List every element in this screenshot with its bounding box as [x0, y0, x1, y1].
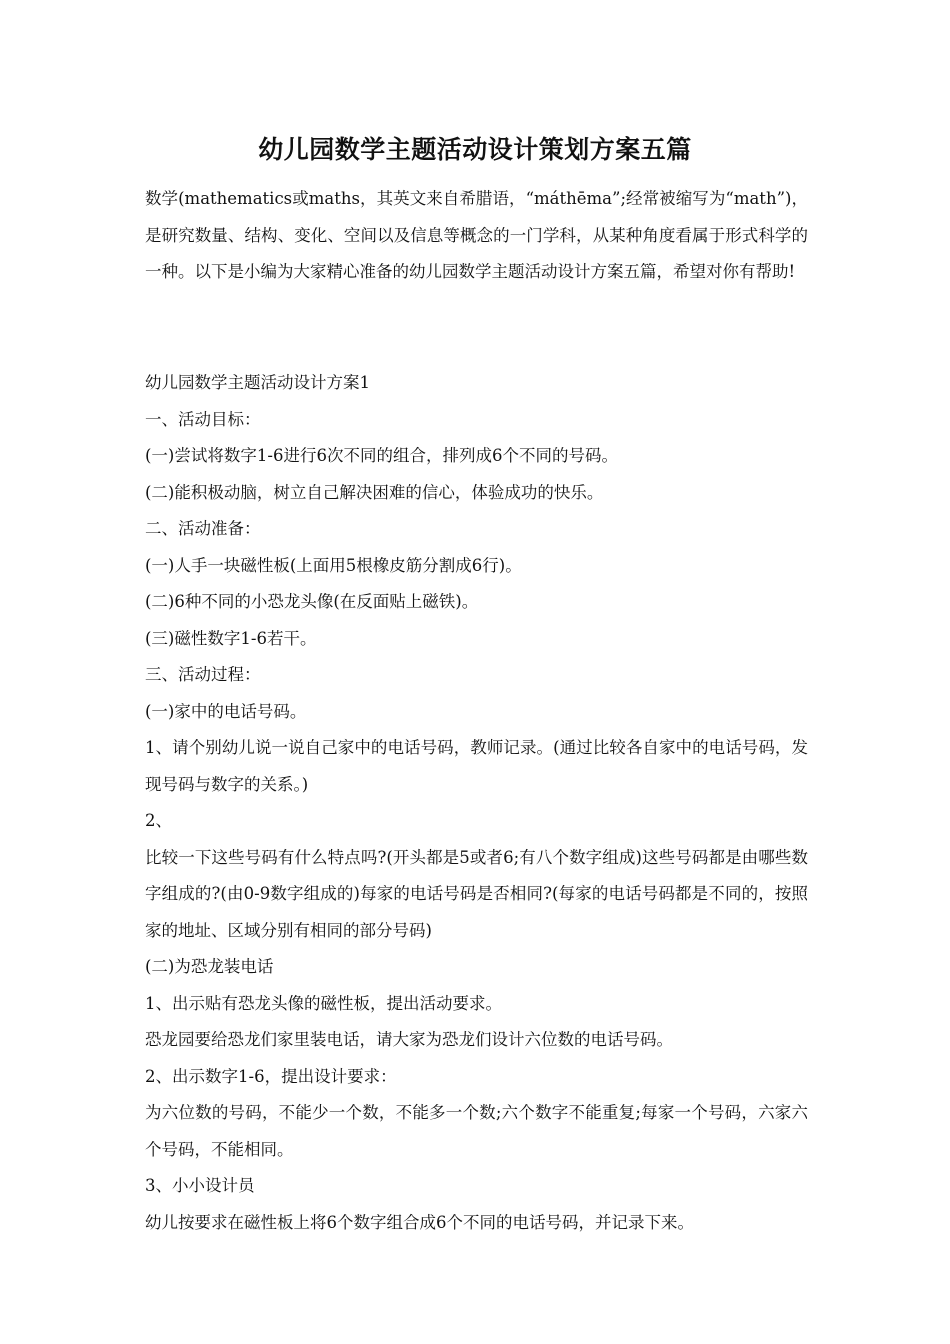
process-subheading-2: (二)为恐龙装电话	[145, 957, 274, 976]
document-title: 幼儿园数学主题活动设计策划方案五篇	[258, 135, 692, 164]
install-step-1-detail: 恐龙园要给恐龙们家里装电话，请大家为恐龙们设计六位数的电话号码。	[145, 1030, 673, 1049]
process-subheading-1: (一)家中的电话号码。	[145, 701, 307, 721]
process-step-2-label: 2、	[145, 811, 172, 830]
heading-activity-goals: 一、活动目标：	[145, 409, 261, 429]
process-step-1: 1、请个别幼儿说一说自己家中的电话号码，教师记录。(通过比较各自家中的电话号码，发现号码与数字的关系。)	[145, 738, 808, 794]
install-step-1: 1、出示贴有恐龙头像的磁性板，提出活动要求。	[145, 993, 502, 1013]
goal-item-1: (一)尝试将数字1-6进行6次不同的组合，排列成6个不同的号码。	[145, 446, 618, 465]
prep-item-3: (三)磁性数字1-6若干。	[145, 628, 317, 648]
goal-item-2: (二)能积极动脑，树立自己解决困难的信心，体验成功的快乐。	[145, 482, 604, 502]
heading-activity-process: 三、活动过程：	[145, 665, 261, 684]
prep-item-2: (二)6种不同的小恐龙头像(在反面贴上磁铁)。	[145, 592, 479, 611]
document-body	[145, 365, 808, 1241]
prep-item-1: (一)人手一块磁性板(上面用5根橡皮筋分割成6行)。	[145, 555, 522, 575]
process-step-2-text: 比较一下这些号码有什么特点吗?(开头都是5或者6;有八个数字组成)这些号码都是由哪些数字组成的?(由0-9数字组成的)每家的电话号码是否相同?(每家的电话号码都是不同的，按照家的地址、区域分别有相同的部分号码)	[145, 847, 808, 940]
heading-activity-prep: 二、活动准备：	[145, 519, 261, 538]
install-step-3-detail: 幼儿按要求在磁性板上将6个数字组合成6个不同的电话号码，并记录下来。	[145, 1212, 694, 1232]
install-step-3: 3、小小设计员	[145, 1176, 255, 1195]
section-heading-plan-1: 幼儿园数学主题活动设计方案1	[145, 373, 370, 392]
install-step-2: 2、出示数字1-6，提出设计要求：	[145, 1066, 397, 1086]
intro-paragraph: 数学(mathematics或maths，其英文来自希腊语，“máthēma”;经常被缩写为“math”)，是研究数量、结构、变化、空间以及信息等概念的一门学科，从某种角度看属于形式科学的一种。以下是小编为大家精心准备的幼儿园数学主题活动设计方案五篇，希望对你有帮助!	[145, 189, 808, 281]
install-step-2-detail: 为六位数的号码，不能少一个数，不能多一个数;六个数字不能重复;每家一个号码，六家六个号码，不能相同。	[145, 1103, 808, 1159]
